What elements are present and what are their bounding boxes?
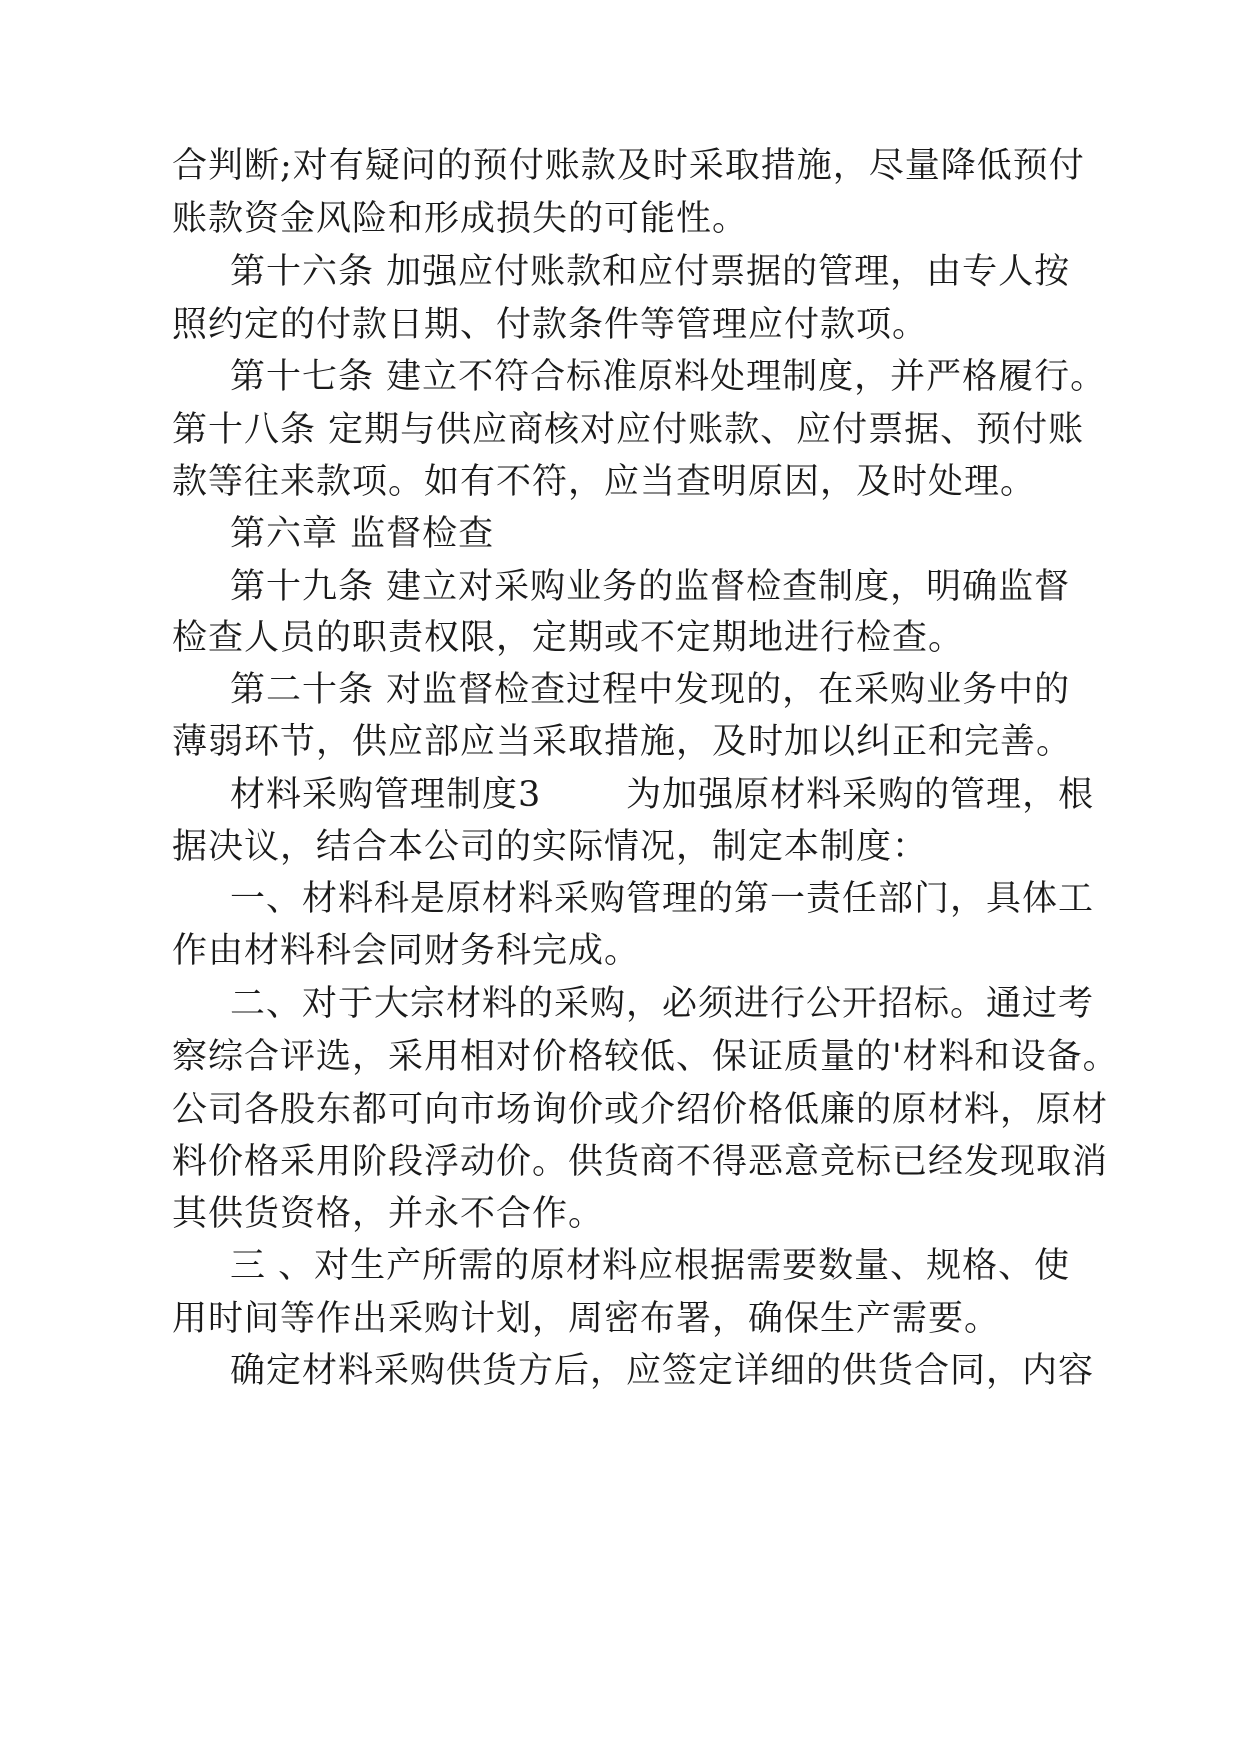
text-line: 照约定的付款日期、付款条件等管理应付款项。	[172, 305, 929, 345]
text-line: 合判断;对有疑问的预付账款及时采取措施，尽量降低预付	[172, 146, 1085, 186]
text-line: 作由材料科会同财务科完成。	[172, 931, 641, 971]
text-line: 第十八条 定期与供应商核对应付账款、应付票据、预付账	[172, 410, 1085, 450]
text-line: 一、材料科是原材料采购管理的第一责任部门，具体工	[230, 879, 1095, 919]
text-line: 察综合评选，采用相对价格较低、保证质量的'材料和设备。	[172, 1037, 1119, 1077]
text-line: 二、对于大宗材料的采购，必须进行公开招标。通过考	[230, 984, 1095, 1024]
text-line: 三 、对生产所需的原材料应根据需要数量、规格、使	[230, 1246, 1071, 1286]
text-line: 确定材料采购供货方后，应签定详细的供货合同，内容	[230, 1351, 1095, 1391]
text-line: 第十七条 建立不符合标准原料处理制度，并严格履行。	[230, 357, 1107, 397]
chapter-heading: 第六章 监督检查	[230, 514, 495, 554]
text-line: 第十六条 加强应付账款和应付票据的管理，由专人按	[230, 252, 1071, 292]
text-line: 账款资金风险和形成损失的可能性。	[172, 199, 749, 239]
text-line: 款等往来款项。如有不符，应当查明原因，及时处理。	[172, 462, 1037, 502]
text-line: 其供货资格，并永不合作。	[172, 1194, 605, 1234]
text-line: 公司各股东都可向市场询价或介绍价格低廉的原材料，原材	[172, 1090, 1109, 1130]
text-line: 检查人员的职责权限，定期或不定期地进行检查。	[172, 618, 965, 658]
text-line: 第二十条 对监督检查过程中发现的，在采购业务中的	[230, 670, 1071, 710]
text-line: 料价格采用阶段浮动价。供货商不得恶意竞标已经发现取消	[172, 1142, 1109, 1182]
text-line: 薄弱环节，供应部应当采取措施，及时加以纠正和完善。	[172, 722, 1073, 762]
text-line: 用时间等作出采购计划，周密布署，确保生产需要。	[172, 1299, 1001, 1339]
section-title-line: 材料采购管理制度3 为加强原材料采购的管理，根	[230, 775, 1095, 815]
text-line: 第十九条 建立对采购业务的监督检查制度，明确监督	[230, 567, 1071, 607]
text-line: 据决议，结合本公司的实际情况，制定本制度：	[172, 827, 929, 867]
